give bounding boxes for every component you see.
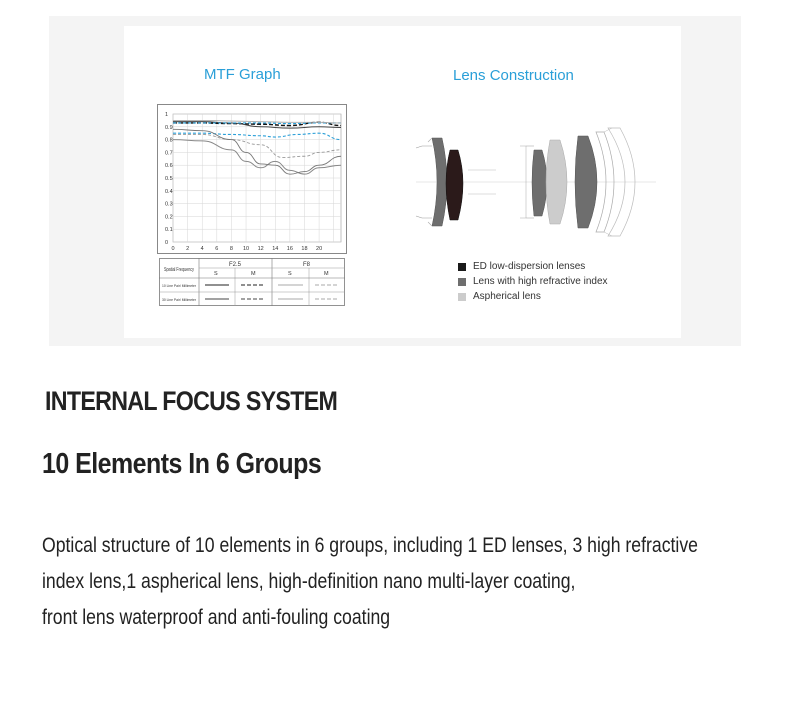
lens-element-4 xyxy=(546,140,567,224)
table-aperture-f25: F2.5 xyxy=(229,262,242,268)
legend-swatch-ed xyxy=(458,263,466,271)
description-line: Optical structure of 10 elements in 6 groups, including 1 ED lenses, 3 high refractive xyxy=(42,534,698,557)
x-tick-label: 6 xyxy=(215,246,219,252)
legend-swatch-high-refractive xyxy=(458,278,466,286)
mtf-graph-title: MTF Graph xyxy=(204,66,281,83)
x-tick-label: 20 xyxy=(316,246,323,252)
y-tick-label: 0.7 xyxy=(165,150,173,157)
mtf-chart xyxy=(157,104,347,254)
y-tick-label: 0 xyxy=(165,240,169,246)
legend-swatch-aspherical xyxy=(458,293,466,301)
x-tick-label: 14 xyxy=(272,246,279,252)
description-line: index lens,1 aspherical lens, high-definition nano multi-layer coating, xyxy=(42,570,576,593)
table-spatial-frequency: Spatial Frequency xyxy=(164,267,195,273)
x-tick-label: 2 xyxy=(186,246,190,252)
lens-construction-diagram xyxy=(416,118,656,248)
table-aperture-f8: F8 xyxy=(303,262,311,268)
y-tick-label: 0.8 xyxy=(165,137,173,144)
legend-item xyxy=(458,274,608,289)
x-tick-label: 16 xyxy=(286,246,293,252)
mtf-table xyxy=(159,258,345,306)
x-tick-label: 8 xyxy=(229,246,233,252)
y-tick-label: 0.3 xyxy=(165,201,173,208)
legend-item xyxy=(458,289,608,304)
y-tick-label: 0.5 xyxy=(165,176,173,182)
lens-legend xyxy=(458,259,608,304)
x-tick-label: 12 xyxy=(257,246,264,252)
section-heading: INTERNAL FOCUS SYSTEM xyxy=(45,386,338,416)
table-row-30lp: 30 Line Pair/ Millimeter xyxy=(162,297,197,302)
y-tick-label: 0.6 xyxy=(165,163,173,170)
section-subheading: 10 Elements In 6 Groups xyxy=(42,448,322,480)
diagram-card xyxy=(124,26,681,338)
lens-element-5 xyxy=(575,136,597,228)
x-tick-label: 18 xyxy=(301,246,308,252)
lens-construction-title: Lens Construction xyxy=(453,67,574,84)
y-tick-label: 0.1 xyxy=(165,227,173,234)
y-tick-label: 0.9 xyxy=(165,124,173,131)
table-s-1: S xyxy=(214,271,218,277)
description xyxy=(42,528,698,636)
table-m-1: M xyxy=(251,271,256,277)
lens-element-3 xyxy=(532,150,547,216)
diagram-panel xyxy=(49,16,741,346)
legend-label: ED low-dispersion lenses xyxy=(473,261,586,272)
y-tick-label: 0.4 xyxy=(165,188,173,195)
legend-label: Lens with high refractive index xyxy=(473,276,608,287)
table-s-2: S xyxy=(288,271,292,277)
table-m-2: M xyxy=(324,271,329,277)
x-tick-label: 0 xyxy=(171,246,175,252)
y-tick-label: 1 xyxy=(165,112,169,118)
legend-label: Aspherical lens xyxy=(473,291,541,302)
x-tick-label: 10 xyxy=(242,246,250,252)
lens-element-2 xyxy=(446,150,463,220)
legend-item xyxy=(458,259,608,274)
x-tick-label: 4 xyxy=(200,246,204,252)
y-tick-label: 0.2 xyxy=(165,214,173,221)
description-line: front lens waterproof and anti-fouling coating xyxy=(42,606,391,629)
table-row-10lp: 10 Line Pair/ Millimeter xyxy=(162,283,197,288)
